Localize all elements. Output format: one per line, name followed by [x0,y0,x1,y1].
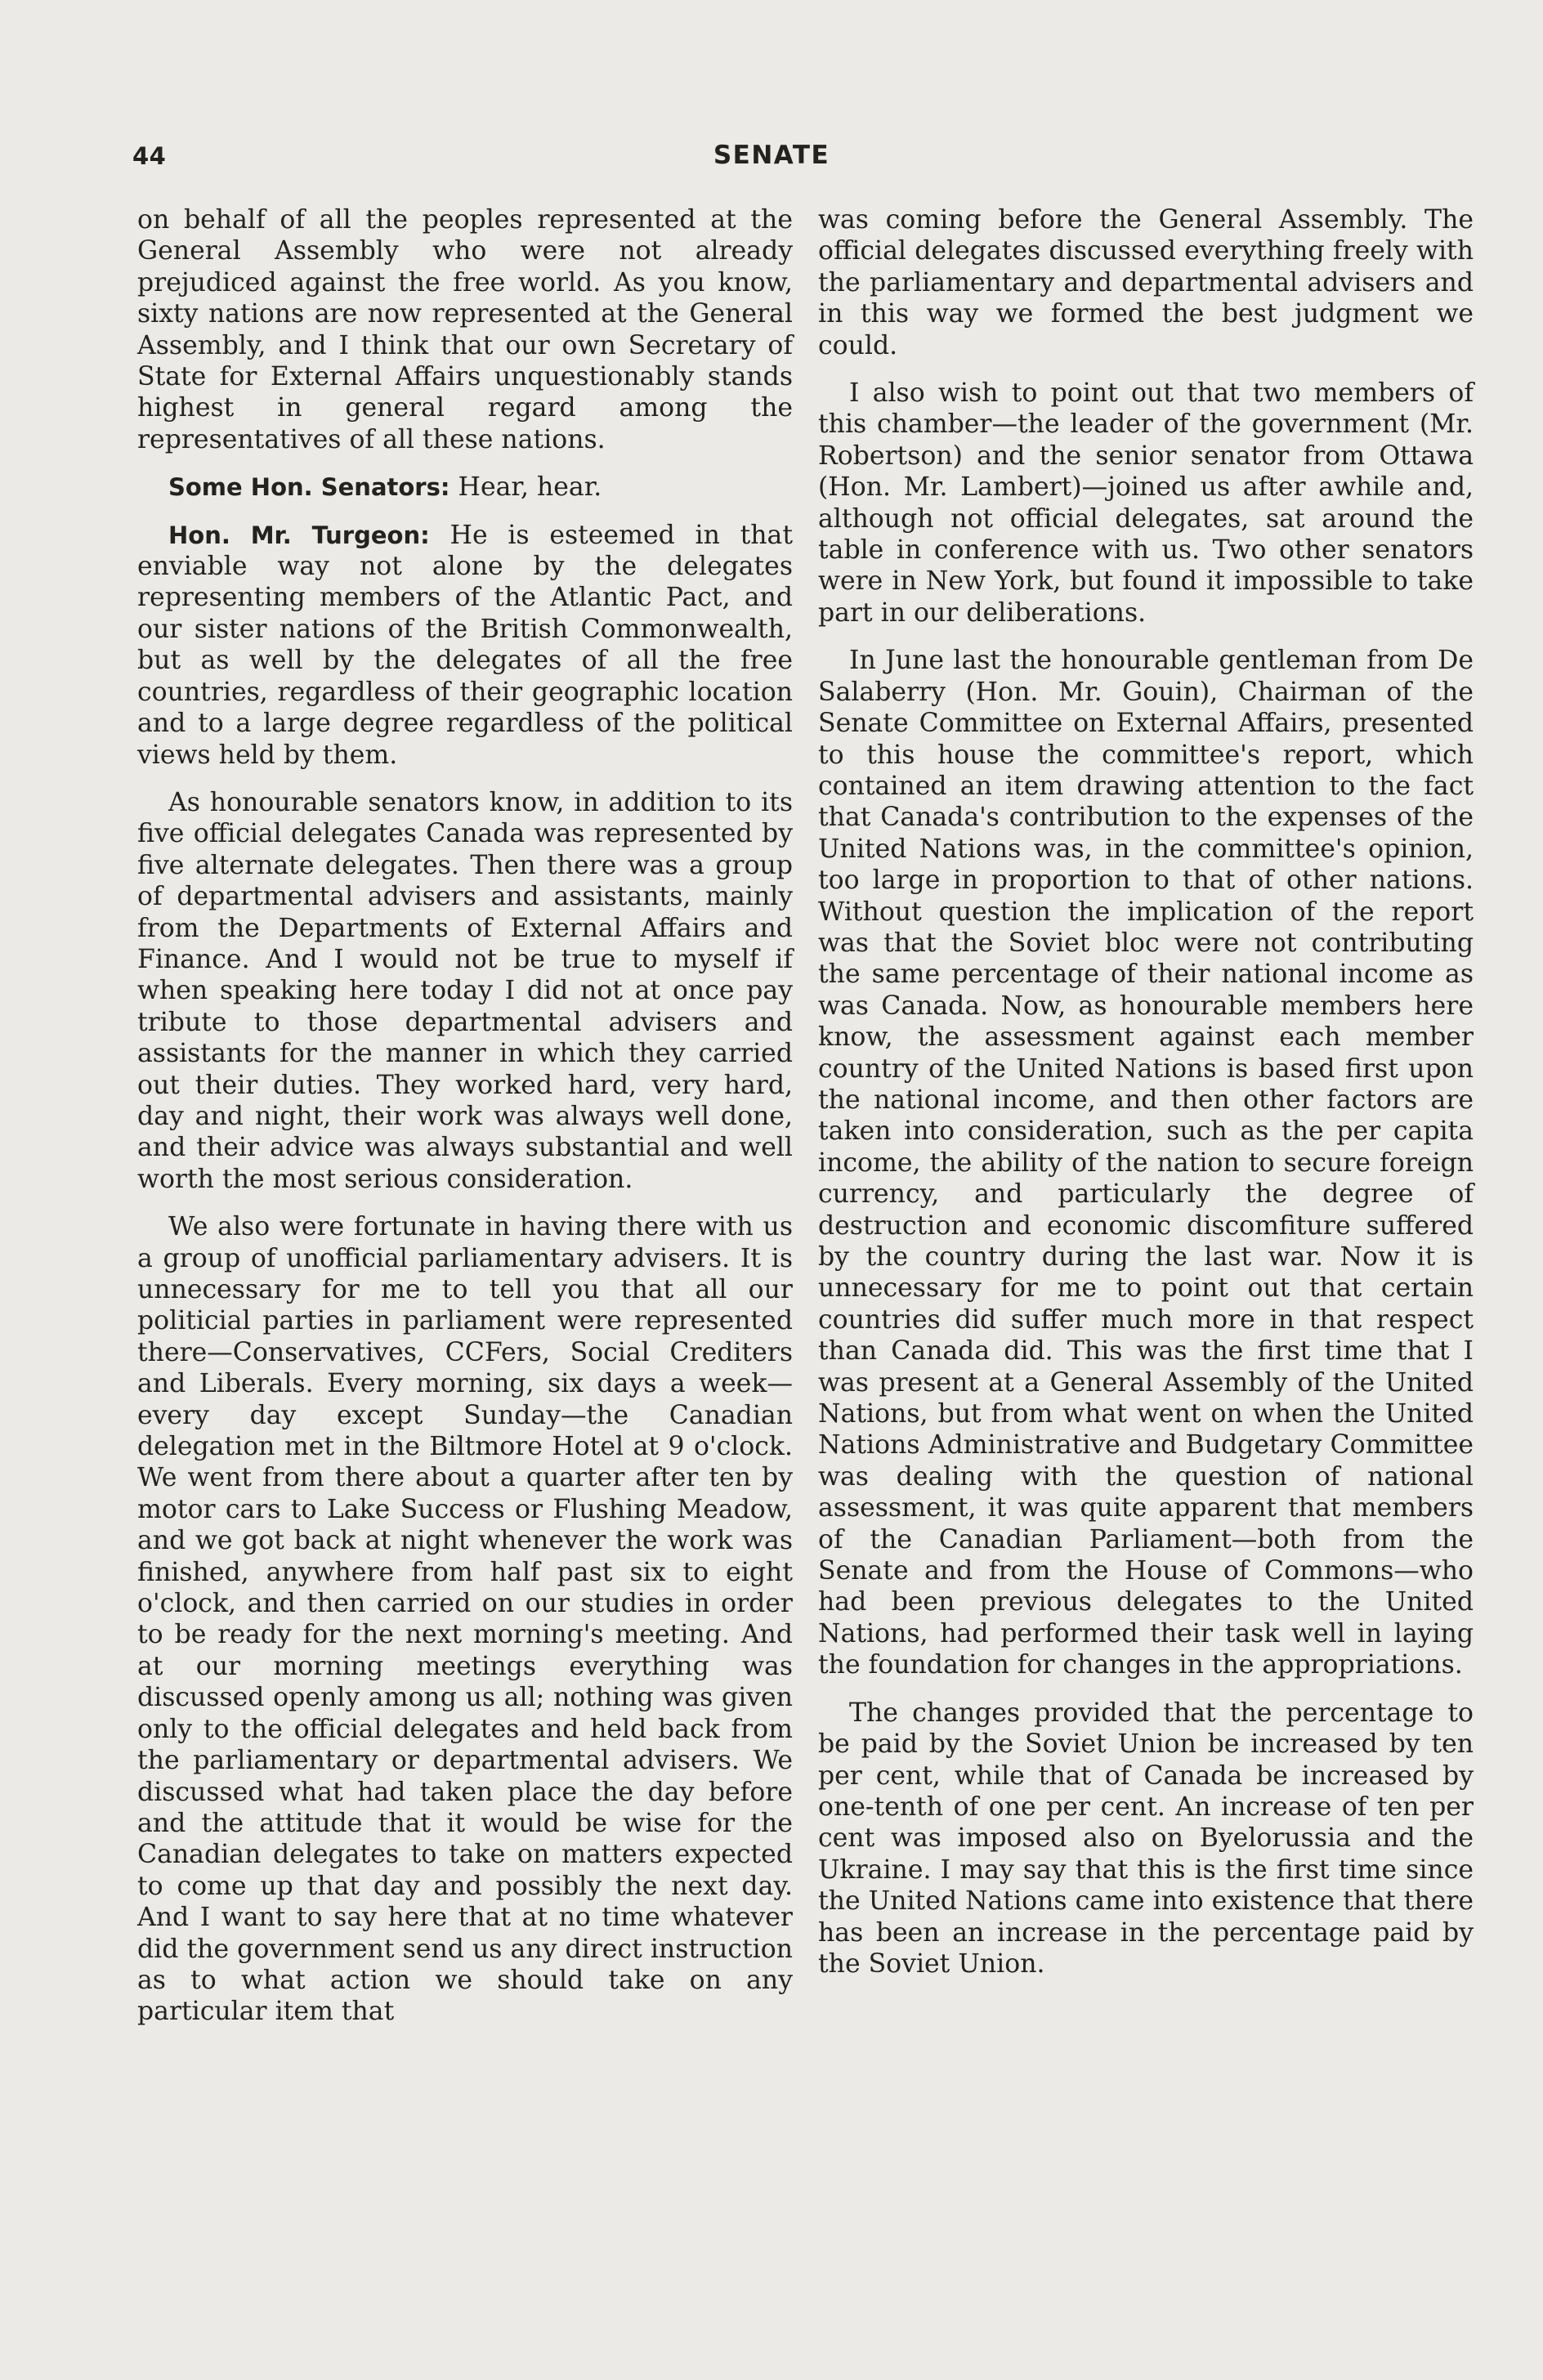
paragraph [137,520,793,771]
left-column [137,204,793,2044]
paragraph: was coming before the General Assembly. The official delegates discussed everything freely with the parliamentary and departmental advisers and in this way we formed the best judgment we could. [818,205,1474,360]
right-column [818,204,1474,1996]
page-number: 44 [132,142,167,170]
running-head: SENATE [713,141,830,170]
paragraph [137,472,793,503]
paragraph: In June last the honourable gentleman from De Salaberry (Hon. Mr. Gouin), Chairman of the Senate Committee on External Affairs, presented to this house the committee's report, which contained an item drawing attention to the fact that Canada's contribution to the expenses of the United Nations was, in the committee's opinion, too large in proportion to that of other nations. Without question the implication of the report was that the Soviet bloc were not contributing the same percentage of their national income as was Canada. Now, as honourable members here know, the assessment against each member country of the United Nations is based first upon the national income, and then other factors are taken into consideration, such as the per capita income, the ability of the nation to secure foreign currency, and particularly the degree of destruction and economic discomfiture suffered by the country during the last war. Now it is unnecessary for me to point out that certain countries did suffer much more in that respect than Canada did. This was the first time that I was present at a General Assembly of the United Nations, but from what went on when the United Nations Administrative and Budgetary Committee was dealing with the question of national assessment, it was quite apparent that members of the Canadian Parliament—both from the Senate and from the House of Commons—who had been previous delegates to the United Nations, had performed their task well in laying the foundation for changes in the appropriations. [818,646,1474,1680]
speech-text: He is esteemed in that enviable way not alone by the delegates representing members of the Atlantic Pact, and our sister nations of the British Commonwealth, but as well by the delegates of all the free countries, regardless of their geographic location and to a large degree regardless of the political views held by them. [137,520,793,770]
paragraph: The changes provided that the percentage to be paid by the Soviet Union be increased by ten per cent, while that of Canada be increased by one-tenth of one per cent. An increase of ten per cent was imposed also on Byelorussia and the Ukraine. I may say that this is the first time since the United Nations came into existence that there has been an increase in the percentage paid by the Soviet Union. [818,1698,1474,1979]
paragraph: on behalf of all the peoples represented at the General Assembly who were not already prejudiced against the free world. As you know, sixty nations are now represented at the General Assembly, and I think that our own Secretary of State for External Affairs unquestionably stands highest in general regard among the representatives of all these nations. [137,205,793,454]
paragraph: We also were fortunate in having there with us a group of unofficial parliamentary advisers. It is unnecessary for me to tell you that all our politicial parties in parliament were represented there—Conservatives, CCFers, Social Crediters and Liberals. Every morning, six days a week—every day except Sunday—the Canadian delegation met in the Biltmore Hotel at 9 o'clock. We went from there about a quarter after ten by motor cars to Lake Success or Flushing Meadow, and we got back at night whenever the work was finished, anywhere from half past six to eight o'clock, and then carried on our studies in order to be ready for the next morning's meeting. And at our morning meetings everything was discussed openly among us all; nothing was given only to the official delegates and held back from the parliamentary or departmental advisers. We discussed what had taken place the day before and the attitude that it would be wise for the Canadian delegates to take on matters expected to come up that day and possibly the next day. And I want to say here that at no time whatever did the government send us any direct instruction as to what action we should take on any particular item that [137,1212,793,2027]
speech-text: Hear, hear. [449,472,602,503]
speaker-name: Hon. Mr. Turgeon: [168,521,430,549]
paragraph: As honourable senators know, in addition to its five official delegates Canada was represented by five alternate delegates. Then there was a group of departmental advisers and assistants, mainly from the Departments of External Affairs and Finance. And I would not be true to myself if when speaking here today I did not at once pay tribute to those departmental advisers and assistants for the manner in which they carried out their duties. They worked hard, very hard, day and night, their work was always well done, and their advice was always substantial and well worth the most serious consideration. [137,787,793,1194]
speaker-name: Some Hon. Senators: [168,473,450,502]
paragraph: I also wish to point out that two members of this chamber—the leader of the government (Mr. Robertson) and the senior senator from Ottawa (Hon. Mr. Lambert)—joined us after awhile and, although not official delegates, sat around the table in conference with us. Two other senators were in New York, but found it impossible to take part in our deliberations. [818,378,1474,628]
